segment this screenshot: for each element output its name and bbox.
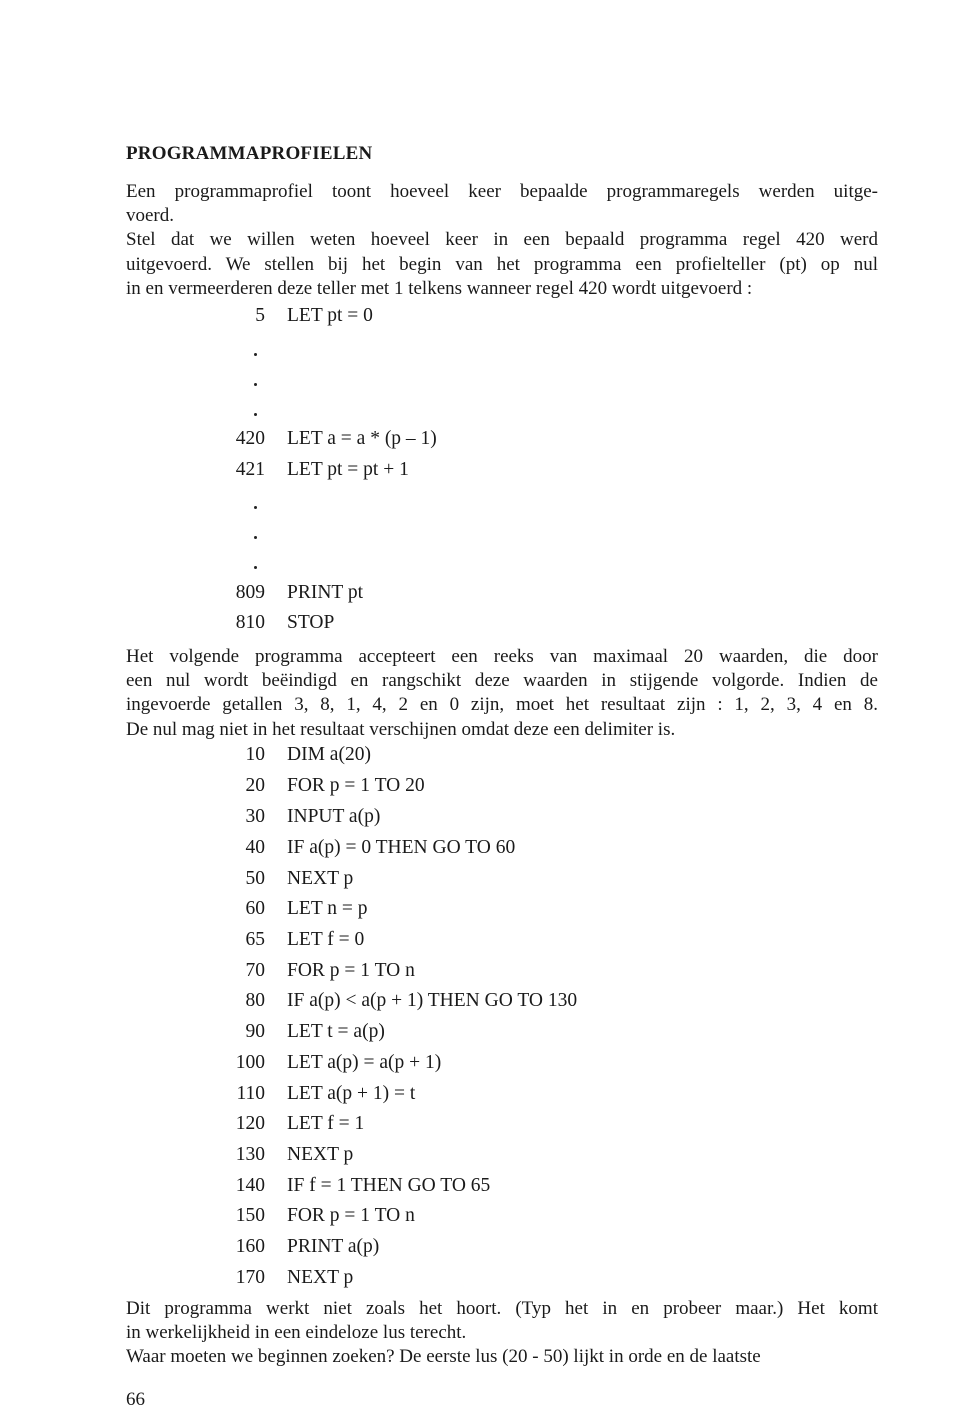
text-line: ingevoerde getallen 3, 8, 1, 4, 2 en 0 zijn, moet het resultaat zijn : 1, 2, 3, 4 en 8. — [126, 694, 878, 716]
line-number: 100 — [235, 1052, 265, 1073]
statement: INPUT a(p) — [287, 806, 381, 827]
statement: IF f = 1 THEN GO TO 65 — [287, 1175, 491, 1196]
code-line — [0, 612, 970, 638]
line-number: 5 — [255, 305, 265, 326]
statement: LET f = 0 — [287, 929, 365, 950]
code-line — [0, 898, 970, 924]
line-number: 809 — [235, 582, 265, 603]
line-number: 90 — [245, 1021, 265, 1042]
code-line — [0, 806, 970, 832]
line-number: 60 — [245, 898, 265, 919]
line-number: 65 — [245, 929, 265, 950]
line-number: 170 — [235, 1267, 265, 1288]
line-number: 810 — [235, 612, 265, 633]
code-line — [0, 1236, 970, 1262]
code-line — [0, 1113, 970, 1139]
statement: PRINT a(p) — [287, 1236, 380, 1257]
line-number: 10 — [245, 744, 265, 765]
code-line — [0, 1052, 970, 1078]
text-line: in en vermeerderen deze teller met 1 telkens wanneer regel 420 wordt uitgevoerd : — [126, 277, 753, 299]
code-line — [0, 1021, 970, 1047]
line-number: 420 — [235, 428, 265, 449]
line-number: 50 — [245, 868, 265, 889]
code-line — [0, 1267, 970, 1293]
intro-paragraph — [126, 180, 878, 301]
statement: NEXT p — [287, 868, 354, 889]
text-line: Een programmaprofiel toont hoeveel keer bepaalde programmaregels werden uitge- — [126, 181, 878, 202]
text-line: Waar moeten we beginnen zoeken? De eerste lus (20 - 50) lijkt in orde en de laatste — [126, 1346, 761, 1368]
statement: LET n = p — [287, 898, 368, 919]
text-line: De nul mag niet in het resultaat verschijnen omdat deze een delimiter is. — [126, 718, 676, 740]
statement: DIM a(20) — [287, 744, 371, 765]
statement: LET pt = pt + 1 — [287, 459, 409, 480]
code-line — [0, 1175, 970, 1201]
line-number: 110 — [236, 1083, 265, 1104]
line-number: 130 — [235, 1144, 265, 1165]
statement: FOR p = 1 TO n — [287, 960, 415, 981]
ellipsis-dot — [254, 566, 257, 569]
statement: FOR p = 1 TO n — [287, 1205, 415, 1226]
ellipsis-dot — [254, 353, 257, 356]
ellipsis-dot — [254, 506, 257, 509]
code-line — [0, 1144, 970, 1170]
statement: NEXT p — [287, 1144, 354, 1165]
statement: LET a(p + 1) = t — [287, 1083, 416, 1104]
line-number: 160 — [235, 1236, 265, 1257]
middle-paragraph — [126, 645, 878, 742]
line-number: 20 — [245, 775, 265, 796]
line-number: 80 — [245, 990, 265, 1011]
code-line — [0, 960, 970, 986]
code-line — [0, 428, 970, 454]
text-line: Het volgende programma accepteert een reeks van maximaal 20 waarden, die door — [126, 646, 878, 667]
code-line — [0, 775, 970, 801]
ellipsis-dot — [254, 536, 257, 539]
statement: FOR p = 1 TO 20 — [287, 775, 425, 796]
statement: LET a(p) = a(p + 1) — [287, 1052, 442, 1073]
statement: LET a = a * (p – 1) — [287, 428, 437, 449]
statement: LET t = a(p) — [287, 1021, 385, 1042]
statement: NEXT p — [287, 1267, 354, 1288]
page-number: 66 — [126, 1389, 145, 1410]
text-line: in werkelijkheid in een eindeloze lus terecht. — [126, 1322, 467, 1344]
code-line — [0, 459, 970, 485]
line-number: 150 — [235, 1205, 265, 1226]
line-number: 40 — [245, 837, 265, 858]
line-number: 30 — [245, 806, 265, 827]
ellipsis-dot — [254, 383, 257, 386]
statement: PRINT pt — [287, 582, 364, 603]
text-line: uitgevoerd. We stellen bij het begin van het programma een profielteller (pt) op nul — [126, 253, 878, 275]
section-heading: PROGRAMMAPROFIELEN — [126, 143, 373, 164]
code-line — [0, 582, 970, 608]
text-line: voerd. — [126, 205, 175, 227]
statement: LET f = 1 — [287, 1113, 365, 1134]
code-line — [0, 744, 970, 770]
code-line — [0, 1205, 970, 1231]
line-number: 140 — [235, 1175, 265, 1196]
statement: STOP — [287, 612, 335, 633]
line-number: 421 — [235, 459, 265, 480]
closing-paragraph — [126, 1297, 878, 1370]
statement: LET pt = 0 — [287, 305, 373, 326]
text-line: Stel dat we willen weten hoeveel keer in een bepaald programma regel 420 werd — [126, 229, 878, 251]
text-line: Dit programma werkt niet zoals het hoort. (Typ het in en probeer maar.) Het komt — [126, 1298, 878, 1319]
code-line — [0, 1083, 970, 1109]
line-number: 70 — [245, 960, 265, 981]
text-line: een nul wordt beëindigd en rangschikt deze waarden in stijgende volgorde. Indien de — [126, 670, 878, 692]
code-line — [0, 990, 970, 1016]
statement: IF a(p) < a(p + 1) THEN GO TO 130 — [287, 990, 578, 1011]
code-line — [0, 929, 970, 955]
code-line — [0, 305, 970, 331]
line-number: 120 — [235, 1113, 265, 1134]
statement: IF a(p) = 0 THEN GO TO 60 — [287, 837, 516, 858]
code-line — [0, 868, 970, 894]
ellipsis-dot — [254, 413, 257, 416]
code-line — [0, 837, 970, 863]
